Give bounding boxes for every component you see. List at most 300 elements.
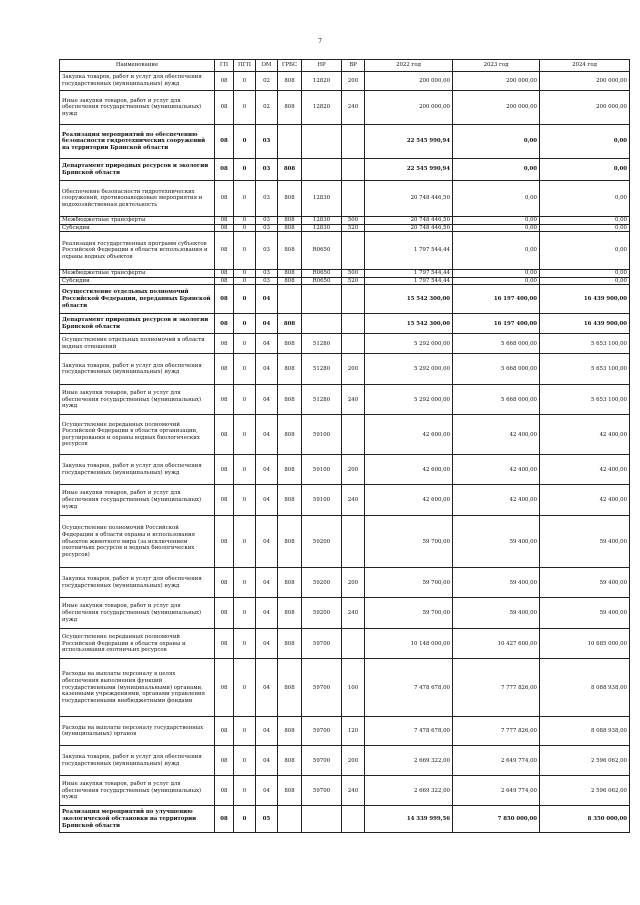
- cell-grbs: 808: [278, 598, 302, 629]
- cell-om: 04: [256, 314, 278, 334]
- cell-2023: 42 400,00: [453, 485, 540, 516]
- cell-grbs: 808: [278, 776, 302, 806]
- table-row: [60, 285, 630, 314]
- cell-vr: 240: [342, 485, 365, 516]
- cell-2022: 59 700,00: [365, 598, 453, 629]
- cell-2022: 2 669 322,00: [365, 746, 453, 776]
- cell-om: 02: [256, 72, 278, 91]
- cell-gp: 08: [215, 277, 234, 285]
- cell-name: Реализация мероприятий по улучшению экологической обстановки на территории Брянской области: [60, 806, 215, 833]
- table-row: [60, 125, 630, 159]
- table-row: [60, 217, 630, 225]
- cell-name: Осуществление полномочий Российской Федерации в области охраны и использования объектов животного мира (за исключением охотничьих ресурсов и водных биологических ресурсов): [60, 516, 215, 568]
- cell-name: Обеспечение безопасности гидротехнических сооружений, противопаводковые мероприятия и водохозяйственная деятельность: [60, 181, 215, 217]
- cell-om: 04: [256, 568, 278, 598]
- cell-om: 04: [256, 717, 278, 746]
- table-row: [60, 717, 630, 746]
- cell-2022: 42 600,00: [365, 455, 453, 485]
- cell-name: Иные закупки товаров, работ и услуг для обеспечения государственных (муниципальных) нужд: [60, 485, 215, 516]
- cell-2023: 200 000,00: [453, 72, 540, 91]
- cell-om: 04: [256, 415, 278, 455]
- cell-pgp: 0: [234, 314, 256, 334]
- cell-gp: 08: [215, 806, 234, 833]
- cell-2024: 0,00: [540, 181, 630, 217]
- cell-name: Закупка товаров, работ и услуг для обеспечения государственных (муниципальных) нужд: [60, 746, 215, 776]
- cell-om: 04: [256, 776, 278, 806]
- cell-om: 04: [256, 629, 278, 659]
- cell-2024: 0,00: [540, 270, 630, 278]
- cell-2024: 2 596 062,00: [540, 746, 630, 776]
- cell-nr: 59200: [302, 568, 342, 598]
- cell-grbs: 808: [278, 159, 302, 181]
- cell-pgp: 0: [234, 717, 256, 746]
- cell-name: Расходы на выплаты персоналу государственных (муниципальных) органов: [60, 717, 215, 746]
- cell-2022: 20 748 446,50: [365, 181, 453, 217]
- cell-vr: 100: [342, 659, 365, 717]
- table-row: [60, 776, 630, 806]
- cell-name: Реализация государственных программ субъектов Российской Федерации в области использования и охраны водных объектов: [60, 232, 215, 270]
- cell-2023: 0,00: [453, 181, 540, 217]
- cell-pgp: 0: [234, 598, 256, 629]
- cell-2023: 59 400,00: [453, 568, 540, 598]
- cell-2024: 59 400,00: [540, 568, 630, 598]
- cell-nr: R0650: [302, 277, 342, 285]
- table-row: [60, 455, 630, 485]
- cell-2022: 42 600,00: [365, 485, 453, 516]
- cell-2024: 0,00: [540, 224, 630, 232]
- cell-grbs: 808: [278, 485, 302, 516]
- cell-2024: 5 653 100,00: [540, 385, 630, 415]
- cell-name: Осуществление переданных полномочий Российской Федерации в области организации, регулирования и охраны водных биологических ресурсов: [60, 415, 215, 455]
- cell-2022: 22 545 990,94: [365, 159, 453, 181]
- cell-2023: 2 649 774,00: [453, 776, 540, 806]
- cell-vr: 520: [342, 224, 365, 232]
- cell-vr: [342, 334, 365, 354]
- cell-grbs: 808: [278, 91, 302, 125]
- cell-grbs: 808: [278, 277, 302, 285]
- cell-gp: 08: [215, 598, 234, 629]
- cell-2022: 2 669 322,00: [365, 776, 453, 806]
- col-header-2023: 2023 год: [453, 60, 540, 72]
- cell-2024: 10 685 000,00: [540, 629, 630, 659]
- cell-vr: [342, 806, 365, 833]
- col-header-name: Наименование: [60, 60, 215, 72]
- cell-2022: 200 000,00: [365, 91, 453, 125]
- cell-om: 03: [256, 277, 278, 285]
- cell-nr: R0650: [302, 270, 342, 278]
- cell-name: Иные закупки товаров, работ и услуг для обеспечения государственных (муниципальных) нужд: [60, 776, 215, 806]
- cell-nr: 51280: [302, 334, 342, 354]
- cell-grbs: 808: [278, 314, 302, 334]
- cell-pgp: 0: [234, 334, 256, 354]
- cell-2024: 200 000,00: [540, 72, 630, 91]
- cell-name: Иные закупки товаров, работ и услуг для обеспечения государственных (муниципальных) нужд: [60, 598, 215, 629]
- cell-vr: [342, 516, 365, 568]
- cell-2024: 0,00: [540, 277, 630, 285]
- table-row: [60, 806, 630, 833]
- cell-pgp: 0: [234, 455, 256, 485]
- cell-pgp: 0: [234, 568, 256, 598]
- cell-2024: 59 400,00: [540, 598, 630, 629]
- cell-name: Субсидии: [60, 224, 215, 232]
- cell-nr: 59700: [302, 746, 342, 776]
- cell-name: Осуществление отдельных полномочий Российской Федерации, переданных Брянской области: [60, 285, 215, 314]
- cell-vr: 200: [342, 455, 365, 485]
- cell-2022: 7 478 678,00: [365, 717, 453, 746]
- cell-vr: [342, 415, 365, 455]
- cell-gp: 08: [215, 516, 234, 568]
- cell-gp: 08: [215, 159, 234, 181]
- cell-2022: 5 292 000,00: [365, 385, 453, 415]
- cell-vr: 500: [342, 270, 365, 278]
- cell-om: 04: [256, 659, 278, 717]
- cell-vr: 240: [342, 385, 365, 415]
- cell-grbs: [278, 285, 302, 314]
- cell-pgp: 0: [234, 277, 256, 285]
- cell-gp: 08: [215, 334, 234, 354]
- cell-grbs: 808: [278, 181, 302, 217]
- cell-2024: 16 439 900,00: [540, 285, 630, 314]
- page-number: 7: [318, 38, 322, 45]
- cell-gp: 08: [215, 181, 234, 217]
- cell-om: 04: [256, 746, 278, 776]
- cell-2024: 5 653 100,00: [540, 354, 630, 385]
- cell-nr: [302, 159, 342, 181]
- col-header-gp: ГП: [215, 60, 234, 72]
- cell-vr: 120: [342, 717, 365, 746]
- cell-2024: 0,00: [540, 217, 630, 225]
- cell-2024: 0,00: [540, 232, 630, 270]
- cell-pgp: 0: [234, 224, 256, 232]
- cell-name: Закупка товаров, работ и услуг для обеспечения государственных (муниципальных) нужд: [60, 354, 215, 385]
- cell-2022: 10 148 000,00: [365, 629, 453, 659]
- cell-nr: 12830: [302, 217, 342, 225]
- cell-pgp: 0: [234, 354, 256, 385]
- cell-2023: 0,00: [453, 232, 540, 270]
- cell-vr: [342, 629, 365, 659]
- cell-nr: 59100: [302, 455, 342, 485]
- cell-2022: 15 542 300,00: [365, 314, 453, 334]
- cell-2023: 10 427 600,00: [453, 629, 540, 659]
- cell-grbs: 808: [278, 270, 302, 278]
- cell-name: Иные закупки товаров, работ и услуг для обеспечения государственных (муниципальных) нужд: [60, 91, 215, 125]
- cell-vr: 240: [342, 91, 365, 125]
- cell-om: 04: [256, 334, 278, 354]
- table-row: [60, 224, 630, 232]
- cell-2023: 7 777 826,00: [453, 659, 540, 717]
- cell-vr: 500: [342, 217, 365, 225]
- cell-2022: 5 292 000,00: [365, 334, 453, 354]
- cell-pgp: 0: [234, 217, 256, 225]
- cell-gp: 08: [215, 659, 234, 717]
- cell-vr: [342, 285, 365, 314]
- cell-gp: 08: [215, 91, 234, 125]
- cell-pgp: 0: [234, 232, 256, 270]
- cell-gp: 08: [215, 485, 234, 516]
- cell-om: 03: [256, 125, 278, 159]
- cell-vr: [342, 314, 365, 334]
- cell-pgp: 0: [234, 270, 256, 278]
- cell-vr: 240: [342, 776, 365, 806]
- table-row: [60, 659, 630, 717]
- cell-2024: 5 653 100,00: [540, 334, 630, 354]
- table-row: [60, 72, 630, 91]
- cell-pgp: 0: [234, 415, 256, 455]
- cell-2024: 8 088 938,00: [540, 659, 630, 717]
- cell-nr: [302, 314, 342, 334]
- cell-pgp: 0: [234, 746, 256, 776]
- cell-2024: 59 400,00: [540, 516, 630, 568]
- cell-nr: 51280: [302, 354, 342, 385]
- cell-grbs: 808: [278, 385, 302, 415]
- cell-pgp: 0: [234, 72, 256, 91]
- cell-pgp: 0: [234, 91, 256, 125]
- cell-nr: 59100: [302, 415, 342, 455]
- cell-vr: 240: [342, 598, 365, 629]
- cell-nr: 59200: [302, 598, 342, 629]
- cell-grbs: [278, 125, 302, 159]
- col-header-om: ОМ: [256, 60, 278, 72]
- cell-2022: 15 542 300,00: [365, 285, 453, 314]
- cell-2023: 16 197 400,00: [453, 285, 540, 314]
- cell-gp: 08: [215, 415, 234, 455]
- cell-gp: 08: [215, 232, 234, 270]
- cell-vr: 520: [342, 277, 365, 285]
- cell-grbs: 808: [278, 224, 302, 232]
- table-row: [60, 598, 630, 629]
- cell-grbs: 808: [278, 717, 302, 746]
- cell-pgp: 0: [234, 181, 256, 217]
- cell-om: 04: [256, 485, 278, 516]
- cell-name: Закупка товаров, работ и услуг для обеспечения государственных (муниципальных) нужд: [60, 72, 215, 91]
- cell-2024: 16 439 900,00: [540, 314, 630, 334]
- table-row: [60, 415, 630, 455]
- cell-grbs: 808: [278, 516, 302, 568]
- table-row: [60, 270, 630, 278]
- cell-2022: 1 797 544,44: [365, 270, 453, 278]
- cell-2023: 5 668 000,00: [453, 354, 540, 385]
- cell-2023: 0,00: [453, 159, 540, 181]
- cell-nr: [302, 285, 342, 314]
- cell-nr: R0650: [302, 232, 342, 270]
- cell-nr: 12820: [302, 91, 342, 125]
- table-row: [60, 485, 630, 516]
- cell-gp: 08: [215, 385, 234, 415]
- cell-2022: 1 797 544,44: [365, 277, 453, 285]
- cell-gp: 08: [215, 717, 234, 746]
- cell-name: Межбюджетные трансферты: [60, 270, 215, 278]
- cell-name: Расходы на выплаты персоналу в целях обеспечения выполнения функций государственными (муниципальными) органами, казенными учреждениями, органами управления государственными внебюджетными фондами: [60, 659, 215, 717]
- table-row: [60, 334, 630, 354]
- cell-vr: 200: [342, 568, 365, 598]
- cell-gp: 08: [215, 746, 234, 776]
- cell-vr: 200: [342, 72, 365, 91]
- cell-2022: 59 700,00: [365, 516, 453, 568]
- cell-name: Закупка товаров, работ и услуг для обеспечения государственных (муниципальных) нужд: [60, 455, 215, 485]
- cell-pgp: 0: [234, 385, 256, 415]
- cell-om: 03: [256, 159, 278, 181]
- cell-2023: 59 400,00: [453, 598, 540, 629]
- cell-vr: [342, 181, 365, 217]
- cell-2022: 42 600,00: [365, 415, 453, 455]
- cell-pgp: 0: [234, 285, 256, 314]
- cell-2023: 59 400,00: [453, 516, 540, 568]
- cell-2023: 0,00: [453, 270, 540, 278]
- cell-nr: [302, 806, 342, 833]
- cell-gp: 08: [215, 629, 234, 659]
- table-row: [60, 629, 630, 659]
- cell-nr: 12830: [302, 224, 342, 232]
- cell-gp: 08: [215, 224, 234, 232]
- cell-2024: 8 350 000,00: [540, 806, 630, 833]
- table-row: [60, 181, 630, 217]
- cell-2024: 42 400,00: [540, 415, 630, 455]
- cell-gp: 08: [215, 125, 234, 159]
- cell-om: 04: [256, 385, 278, 415]
- col-header-nr: НР: [302, 60, 342, 72]
- cell-name: Осуществление переданных полномочий Российской Федерации в области охраны и использования охотничьих ресурсов: [60, 629, 215, 659]
- cell-om: 03: [256, 217, 278, 225]
- cell-om: 04: [256, 516, 278, 568]
- table-row: [60, 354, 630, 385]
- table-row: [60, 232, 630, 270]
- col-header-vr: ВР: [342, 60, 365, 72]
- cell-name: Осуществление отдельных полномочий в области водных отношений: [60, 334, 215, 354]
- cell-2024: 200 000,00: [540, 91, 630, 125]
- cell-pgp: 0: [234, 485, 256, 516]
- cell-om: 04: [256, 354, 278, 385]
- cell-2023: 5 668 000,00: [453, 385, 540, 415]
- cell-grbs: 808: [278, 415, 302, 455]
- table-row: [60, 159, 630, 181]
- table-row: [60, 516, 630, 568]
- cell-grbs: 808: [278, 455, 302, 485]
- cell-grbs: [278, 806, 302, 833]
- cell-grbs: 808: [278, 746, 302, 776]
- cell-2023: 0,00: [453, 125, 540, 159]
- cell-nr: [302, 125, 342, 159]
- col-header-2024: 2024 год: [540, 60, 630, 72]
- table-row: [60, 277, 630, 285]
- cell-name: Иные закупки товаров, работ и услуг для обеспечения государственных (муниципальных) нужд: [60, 385, 215, 415]
- table-row: [60, 314, 630, 334]
- cell-pgp: 0: [234, 629, 256, 659]
- cell-om: 03: [256, 270, 278, 278]
- cell-2024: 42 400,00: [540, 485, 630, 516]
- cell-name: Закупка товаров, работ и услуг для обеспечения государственных (муниципальных) нужд: [60, 568, 215, 598]
- cell-grbs: 808: [278, 354, 302, 385]
- col-header-2022: 2022 год: [365, 60, 453, 72]
- cell-2023: 2 649 774,00: [453, 746, 540, 776]
- cell-name: Департамент природных ресурсов и экологии Брянской области: [60, 314, 215, 334]
- cell-grbs: 808: [278, 568, 302, 598]
- cell-2024: 0,00: [540, 125, 630, 159]
- col-header-pgp: ПГП: [234, 60, 256, 72]
- cell-2023: 0,00: [453, 224, 540, 232]
- cell-nr: 59200: [302, 516, 342, 568]
- table-header-row: [60, 60, 630, 72]
- cell-pgp: 0: [234, 776, 256, 806]
- cell-grbs: 808: [278, 629, 302, 659]
- cell-name: Департамент природных ресурсов и экологии Брянской области: [60, 159, 215, 181]
- table-row: [60, 91, 630, 125]
- col-header-grbs: ГРБС: [278, 60, 302, 72]
- table-body: [60, 72, 630, 833]
- cell-gp: 08: [215, 776, 234, 806]
- cell-pgp: 0: [234, 806, 256, 833]
- cell-nr: 59700: [302, 629, 342, 659]
- cell-2022: 5 292 000,00: [365, 354, 453, 385]
- table-row: [60, 568, 630, 598]
- cell-grbs: 808: [278, 659, 302, 717]
- cell-vr: [342, 125, 365, 159]
- cell-grbs: 808: [278, 72, 302, 91]
- cell-2022: 14 339 999,56: [365, 806, 453, 833]
- cell-2024: 0,00: [540, 159, 630, 181]
- cell-2022: 1 797 544,44: [365, 232, 453, 270]
- cell-2023: 16 197 400,00: [453, 314, 540, 334]
- cell-name: Реализация мероприятий по обеспечению безопасности гидротехнических сооружений на территории Брянской области: [60, 125, 215, 159]
- cell-gp: 08: [215, 455, 234, 485]
- cell-2023: 0,00: [453, 277, 540, 285]
- table-row: [60, 746, 630, 776]
- cell-grbs: 808: [278, 232, 302, 270]
- cell-om: 04: [256, 598, 278, 629]
- cell-nr: 12830: [302, 181, 342, 217]
- cell-vr: [342, 232, 365, 270]
- cell-2023: 42 400,00: [453, 415, 540, 455]
- cell-gp: 08: [215, 568, 234, 598]
- cell-om: 04: [256, 455, 278, 485]
- cell-gp: 08: [215, 72, 234, 91]
- cell-nr: 59700: [302, 659, 342, 717]
- cell-2022: 59 700,00: [365, 568, 453, 598]
- cell-om: 03: [256, 232, 278, 270]
- table-row: [60, 385, 630, 415]
- cell-nr: 59700: [302, 776, 342, 806]
- cell-vr: [342, 159, 365, 181]
- cell-2022: 22 545 990,94: [365, 125, 453, 159]
- cell-2024: 8 088 938,00: [540, 717, 630, 746]
- cell-gp: 08: [215, 285, 234, 314]
- budget-table: [59, 59, 630, 833]
- cell-pgp: 0: [234, 659, 256, 717]
- cell-2023: 5 668 000,00: [453, 334, 540, 354]
- cell-2022: 20 748 446,50: [365, 224, 453, 232]
- cell-vr: 200: [342, 746, 365, 776]
- cell-2023: 7 777 826,00: [453, 717, 540, 746]
- cell-2023: 42 400,00: [453, 455, 540, 485]
- cell-nr: 59700: [302, 717, 342, 746]
- cell-2024: 42 400,00: [540, 455, 630, 485]
- cell-nr: 59100: [302, 485, 342, 516]
- cell-2023: 200 000,00: [453, 91, 540, 125]
- cell-pgp: 0: [234, 125, 256, 159]
- cell-gp: 08: [215, 354, 234, 385]
- cell-nr: 51280: [302, 385, 342, 415]
- cell-grbs: 808: [278, 217, 302, 225]
- cell-2022: 200 000,00: [365, 72, 453, 91]
- cell-nr: 12820: [302, 72, 342, 91]
- cell-om: 02: [256, 91, 278, 125]
- cell-om: 03: [256, 181, 278, 217]
- cell-om: 04: [256, 285, 278, 314]
- cell-name: Межбюджетные трансферты: [60, 217, 215, 225]
- cell-vr: 200: [342, 354, 365, 385]
- cell-2023: 7 850 000,00: [453, 806, 540, 833]
- cell-grbs: 808: [278, 334, 302, 354]
- cell-gp: 08: [215, 314, 234, 334]
